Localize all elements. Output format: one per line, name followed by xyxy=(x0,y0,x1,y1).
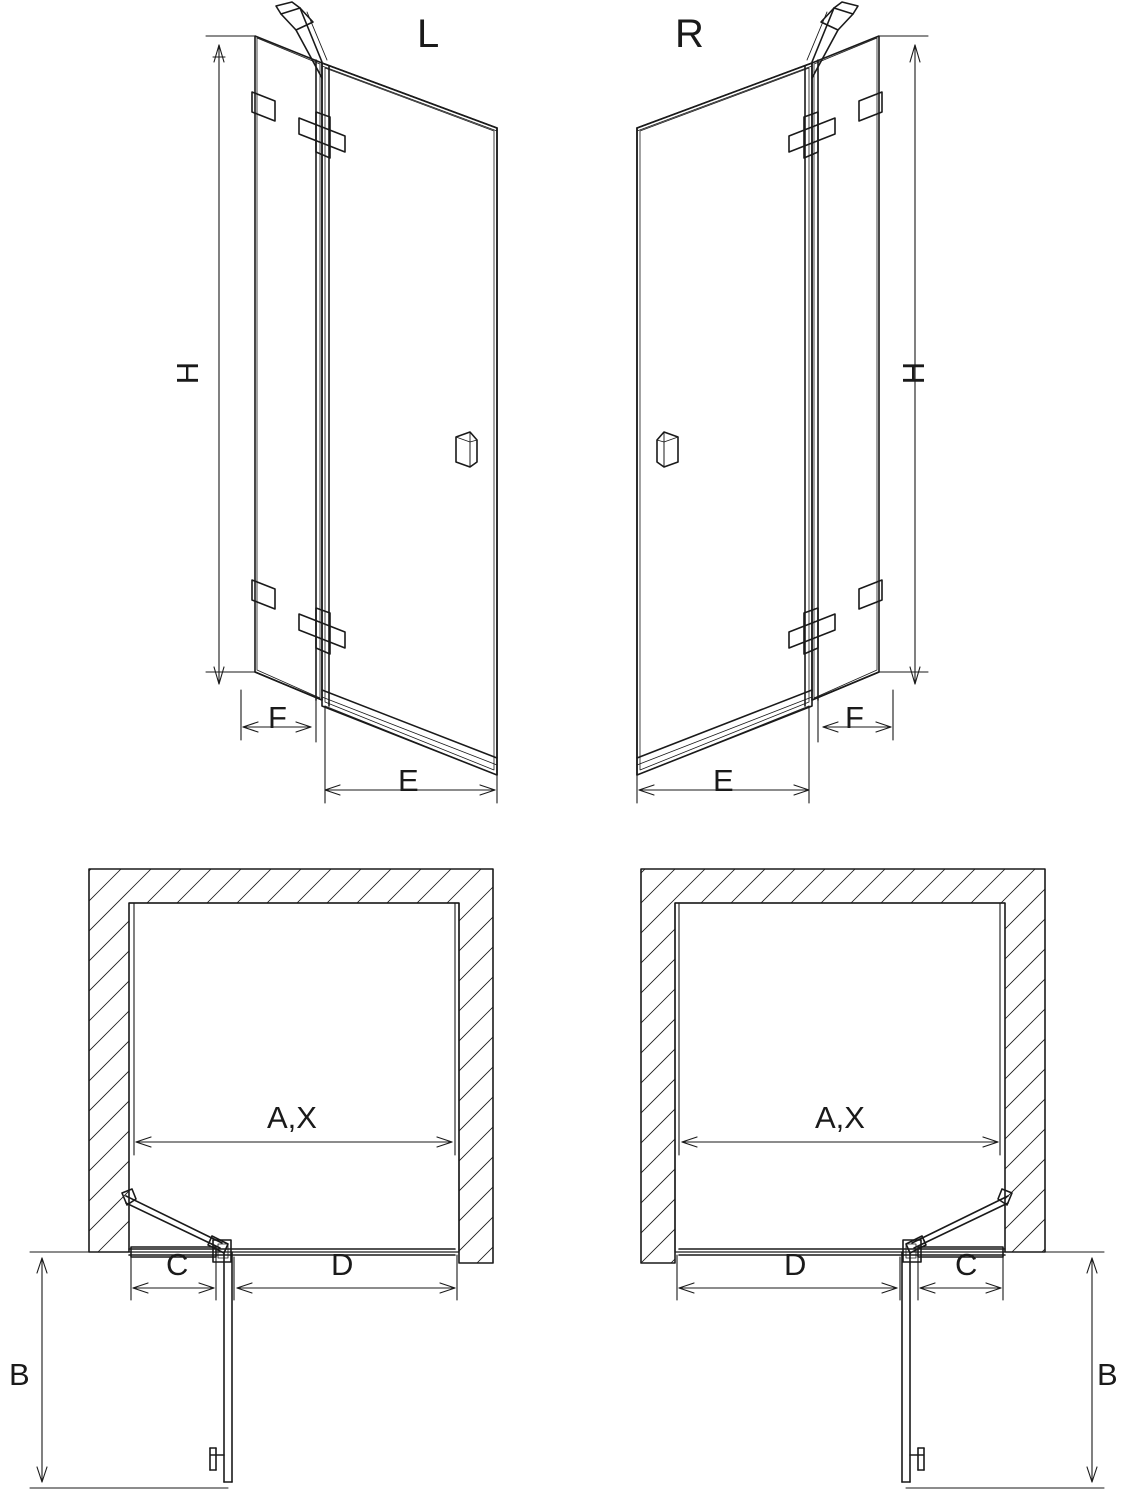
dim-label-ax-left: A,X xyxy=(267,1100,317,1135)
label-view-right: R xyxy=(675,12,704,56)
plan-right-geometry xyxy=(641,869,1045,1482)
iso-left-geometry xyxy=(252,2,497,775)
dim-label-c-right: C xyxy=(955,1247,978,1282)
dim-label-e-left: E xyxy=(398,763,419,798)
label-view-left: L xyxy=(417,12,440,56)
plan-left-geometry xyxy=(89,869,493,1482)
dim-label-c-left: C xyxy=(166,1247,189,1282)
dim-label-f-left: F xyxy=(268,700,287,735)
iso-right-geometry xyxy=(637,2,882,775)
dim-label-b-right: B xyxy=(1097,1357,1118,1392)
dim-label-ax-right: A,X xyxy=(815,1100,865,1135)
iso-left-dim-H xyxy=(206,36,255,684)
dim-label-d-right: D xyxy=(784,1247,807,1282)
dim-label-f-right: F xyxy=(845,700,864,735)
dim-label-e-right: E xyxy=(713,763,734,798)
dim-label-d-left: D xyxy=(331,1247,354,1282)
iso-right-dim-H xyxy=(879,36,928,684)
plan-right-dims xyxy=(677,903,1104,1488)
dim-label-b-left: B xyxy=(9,1357,30,1392)
dim-label-h-right: H xyxy=(896,361,932,385)
dim-label-h-left: H xyxy=(170,361,206,385)
